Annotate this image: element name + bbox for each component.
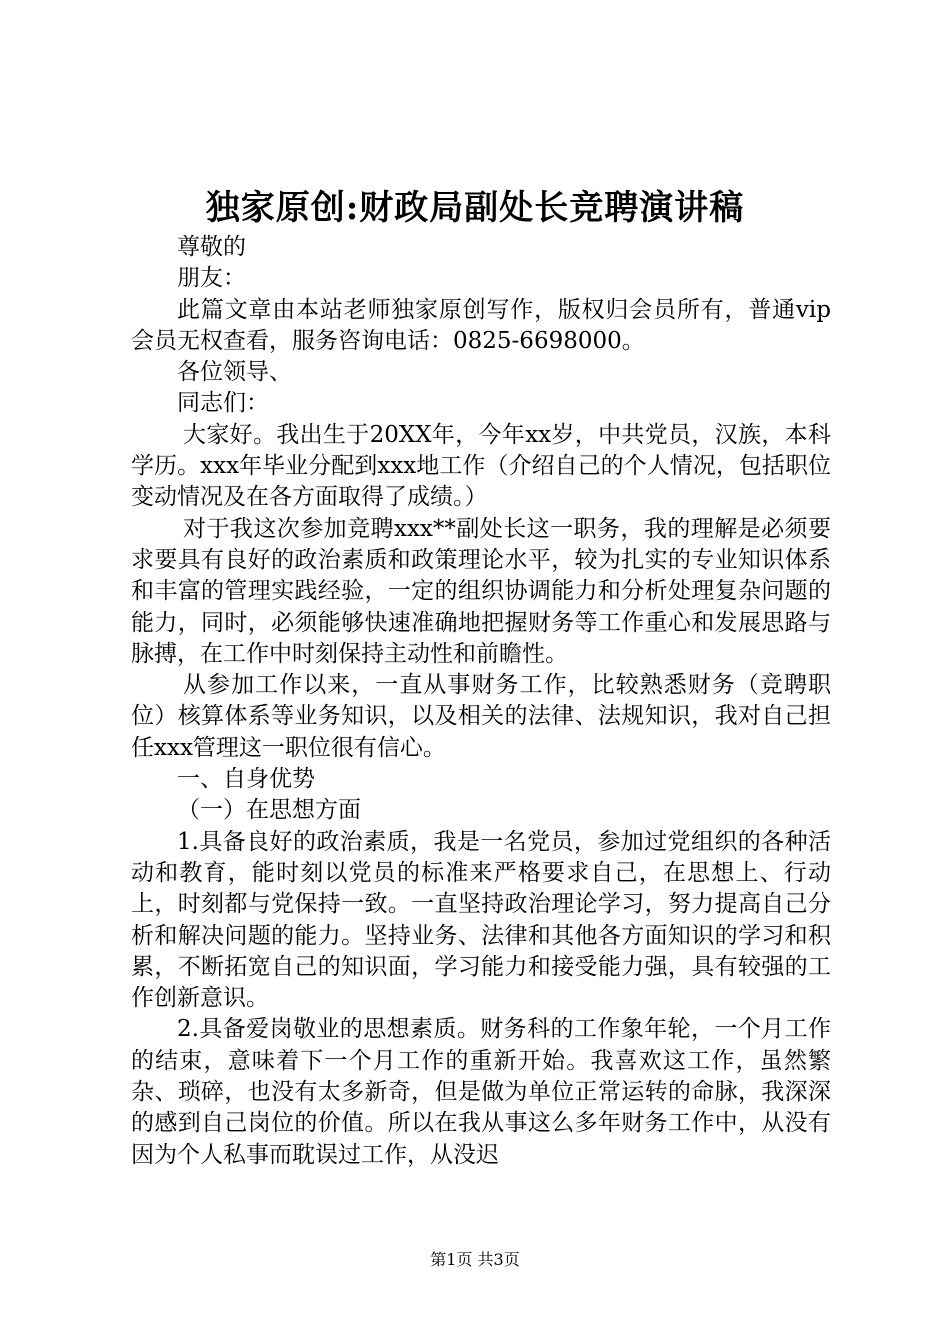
salutation-line-2: 朋友： xyxy=(177,265,246,292)
copyright-notice: 此篇文章由本站老师独家原创写作，版权归会员所有，普通vip会员无权查看，服务咨询电话：0825-6698000。 xyxy=(131,296,831,354)
paragraph-understanding: 对于我这次参加竞聘xxx**副处长这一职务，我的理解是必须要求要具有良好的政治素质和政策理论水平，较为扎实的专业知识体系和丰富的管理实践经验，一定的组织协调能力和分析处理复杂问题的能力，同时，必须能够快速准确地把握财务等工作重心和发展思路与脉搏，在工作中时刻保持主动性和前瞻性。 xyxy=(131,515,831,667)
paragraph-introduction: 大家好。我出生于20XX年，今年xx岁，中共党员，汉族，本科学历。xxx年毕业分配到xxx地工作（介绍自己的个人情况，包括职位变动情况及在各方面取得了成绩。） xyxy=(131,421,831,511)
document-title: 独家原创:财政局副处长竞聘演讲稿 xyxy=(205,188,745,228)
paragraph-experience: 从参加工作以来，一直从事财务工作，比较熟悉财务（竞聘职位）核算体系等业务知识，以及相关的法律、法规知识，我对自己担任xxx管理这一职位很有信心。 xyxy=(131,672,831,761)
document-body xyxy=(131,232,831,1171)
greeting-line-1: 各位领导、 xyxy=(177,359,292,386)
salutation-line-1: 尊敬的 xyxy=(177,234,246,260)
greeting-line-2: 同志们： xyxy=(177,390,269,417)
paragraph-point-2: 2.具备爱岗敬业的思想素质。财务科的工作象年轮，一个月工作的结束，意味着下一个月工作的重新开始。我喜欢这工作，虽然繁杂、琐碎，也没有太多新奇，但是做为单位正常运转的命脉，我深深的感到自己岗位的价值。所以在我从事这么多年财务工作中，从没有因为个人私事而耽误过工作，从没迟 xyxy=(131,1016,831,1168)
paragraph-point-1: 1.具备良好的政治素质，我是一名党员，参加过党组织的各种活动和教育，能时刻以党员的标准来严格要求自己，在思想上、行动上，时刻都与党保持一致。一直坚持政治理论学习，努力提高自己分析和解决问题的能力。坚持业务、法律和其他各方面知识的学习和积累，不断拓宽自己的知识面，学习能力和接受能力强，具有较强的工作创新意识。 xyxy=(131,828,831,1012)
section-heading: 一、自身优势 xyxy=(177,766,315,793)
subsection-heading: （一）在思想方面 xyxy=(177,797,361,824)
page-footer: 第1页 共3页 xyxy=(430,1250,520,1269)
